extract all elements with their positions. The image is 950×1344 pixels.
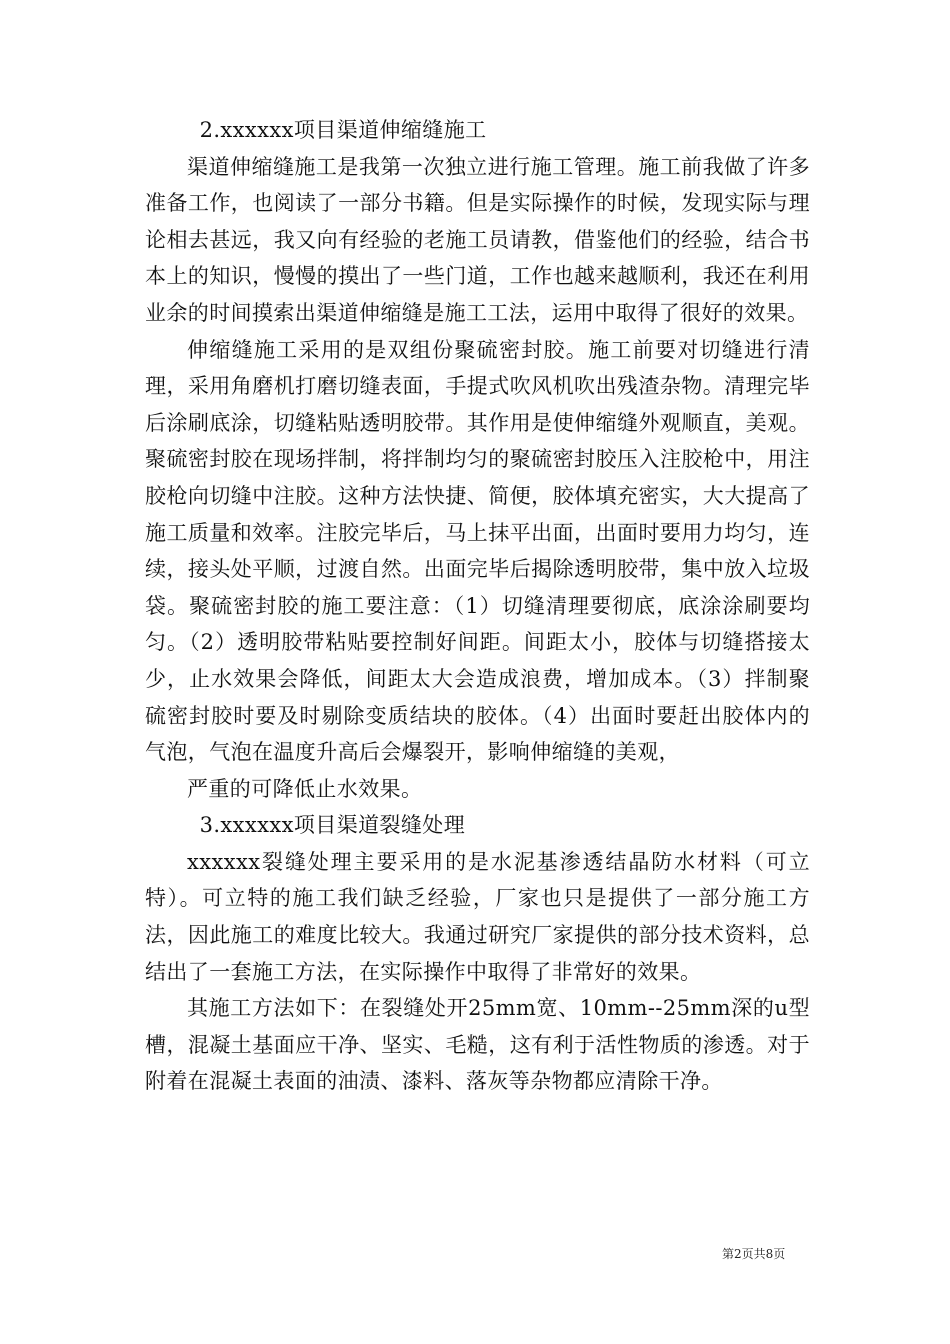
paragraph: 严重的可降低止水效果。 — [187, 776, 423, 801]
paragraph: 伸缩缝施工采用的是双组份聚硫密封胶。施工前要对切缝进行清理，采用角磨机打磨切缝表面，手提式吹风机吹出残渣杂物。清理完毕后涂刷底涂，切缝粘贴透明胶带。其作用是使伸缩缝外观顺直，美观。聚硫密封胶在现场拌制，将拌制均匀的聚硫密封胶压入注胶枪中，用注胶枪向切缝中注胶。这种方法快捷、简便，胶体填充密实，大大提高了施工质量和效率。注胶完毕后，马上抹平出面，出面时要用力均匀，连续，接头处平顺，过渡自然。出面完毕后揭除透明胶带，集中放入垃圾袋。聚硫密封胶的施工要注意：（1）切缝清理要彻底，底涂涂刷要均匀。（2）透明胶带粘贴要控制好间距。间距太小，胶体与切缝搭接太少，止水效果会降低，间距太大会造成浪费，增加成本。（3）拌制聚硫密封胶时要及时剔除变质结块的胶体。（4）出面时要赶出胶体内的气泡，气泡在温度升高后会爆裂开，影响伸缩缝的美观， — [145, 337, 810, 765]
document-body — [145, 112, 810, 1100]
paragraph: 渠道伸缩缝施工是我第一次独立进行施工管理。施工前我做了许多准备工作，也阅读了一部分书籍。但是实际操作的时候，发现实际与理论相去甚远，我又向有经验的老施工员请教，借鉴他们的经验，结合书本上的知识，慢慢的摸出了一些门道，工作也越来越顺利，我还在利用业余的时间摸索出渠道伸缩缝是施工工法，运用中取得了很好的效果。 — [145, 154, 810, 325]
section-heading-2: 2.xxxxxx项目渠道伸缩缝施工 — [199, 118, 487, 142]
page-number-footer: 第2页共8页 — [722, 1247, 786, 1261]
paragraph: 其施工方法如下：在裂缝处开25mm宽、10mm--25mm深的u型槽，混凝土基面应干净、坚实、毛糙，这有利于活性物质的渗透。对于附着在混凝土表面的油渍、漆料、落灰等杂物都应清除干净。 — [145, 996, 810, 1094]
paragraph: xxxxxx裂缝处理主要采用的是水泥基渗透结晶防水材料（可立特）。可立特的施工我们缺乏经验，厂家也只是提供了一部分施工方法，因此施工的难度比较大。我通过研究厂家提供的部分技术资料，总结出了一套施工方法，在实际操作中取得了非常好的效果。 — [145, 849, 810, 984]
section-heading-3: 3.xxxxxx项目渠道裂缝处理 — [199, 813, 466, 838]
